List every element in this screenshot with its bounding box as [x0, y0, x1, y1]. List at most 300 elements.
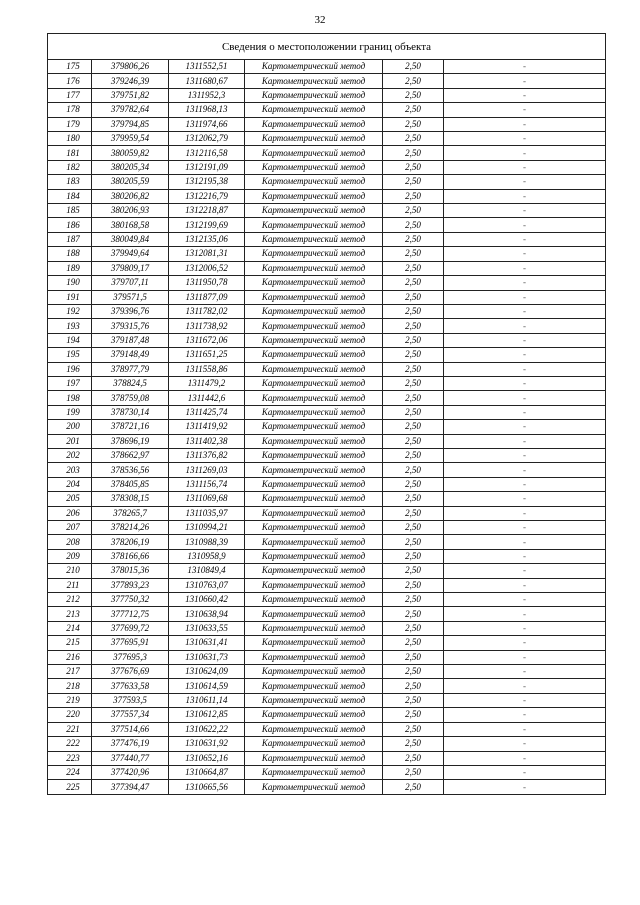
point-number-cell: 207: [48, 521, 92, 535]
point-number-cell: 224: [48, 765, 92, 779]
method-cell: Картометрический метод: [245, 405, 383, 419]
method-cell: Картометрический метод: [245, 420, 383, 434]
point-number-cell: 187: [48, 232, 92, 246]
point-number-cell: 176: [48, 74, 92, 88]
table-row: [48, 564, 606, 578]
method-cell: Картометрический метод: [245, 247, 383, 261]
accuracy-cell: 2,50: [383, 665, 444, 679]
method-cell: Картометрический метод: [245, 722, 383, 736]
coordinate-y-cell: 1311950,78: [169, 276, 245, 290]
accuracy-cell: 2,50: [383, 276, 444, 290]
table-row: [48, 232, 606, 246]
table-row: [48, 535, 606, 549]
point-number-cell: 194: [48, 333, 92, 347]
accuracy-cell: 2,50: [383, 492, 444, 506]
accuracy-cell: 2,50: [383, 304, 444, 318]
method-cell: Картометрический метод: [245, 506, 383, 520]
note-cell: -: [444, 247, 606, 261]
page-number: 32: [314, 14, 326, 26]
coordinate-y-cell: 1310633,55: [169, 621, 245, 635]
coordinate-y-cell: 1310763,07: [169, 578, 245, 592]
note-cell: -: [444, 290, 606, 304]
note-cell: -: [444, 117, 606, 131]
coordinate-y-cell: 1311672,06: [169, 333, 245, 347]
table-row: [48, 650, 606, 664]
method-cell: Картометрический метод: [245, 621, 383, 635]
accuracy-cell: 2,50: [383, 319, 444, 333]
note-cell: -: [444, 348, 606, 362]
coordinate-x-cell: 377676,69: [92, 665, 169, 679]
accuracy-cell: 2,50: [383, 132, 444, 146]
table-row: [48, 477, 606, 491]
note-cell: -: [444, 103, 606, 117]
point-number-cell: 219: [48, 693, 92, 707]
coordinate-y-cell: 1310988,39: [169, 535, 245, 549]
coordinate-x-cell: 378662,97: [92, 448, 169, 462]
accuracy-cell: 2,50: [383, 88, 444, 102]
table-row: [48, 175, 606, 189]
coordinate-x-cell: 380205,59: [92, 175, 169, 189]
accuracy-cell: 2,50: [383, 448, 444, 462]
table-row: [48, 636, 606, 650]
coordinate-y-cell: 1311680,67: [169, 74, 245, 88]
note-cell: -: [444, 319, 606, 333]
coordinate-y-cell: 1311974,66: [169, 117, 245, 131]
point-number-cell: 182: [48, 160, 92, 174]
coordinate-y-cell: 1311877,09: [169, 290, 245, 304]
point-number-cell: 201: [48, 434, 92, 448]
point-number-cell: 215: [48, 636, 92, 650]
method-cell: Картометрический метод: [245, 765, 383, 779]
accuracy-cell: 2,50: [383, 521, 444, 535]
coordinate-x-cell: 379148,49: [92, 348, 169, 362]
accuracy-cell: 2,50: [383, 607, 444, 621]
coordinate-y-cell: 1311269,03: [169, 463, 245, 477]
note-cell: -: [444, 679, 606, 693]
point-number-cell: 196: [48, 362, 92, 376]
table-row: [48, 261, 606, 275]
table-row: [48, 506, 606, 520]
coordinate-y-cell: 1311035,97: [169, 506, 245, 520]
method-cell: Картометрический метод: [245, 636, 383, 650]
coordinate-x-cell: 378308,15: [92, 492, 169, 506]
accuracy-cell: 2,50: [383, 376, 444, 390]
coordinate-x-cell: 377557,34: [92, 708, 169, 722]
coordinate-x-cell: 377514,66: [92, 722, 169, 736]
accuracy-cell: 2,50: [383, 362, 444, 376]
table-body: [48, 60, 606, 795]
table-row: [48, 693, 606, 707]
accuracy-cell: 2,50: [383, 477, 444, 491]
method-cell: Картометрический метод: [245, 650, 383, 664]
table-row: [48, 146, 606, 160]
coordinate-y-cell: 1310652,16: [169, 751, 245, 765]
table-row: [48, 420, 606, 434]
accuracy-cell: 2,50: [383, 780, 444, 794]
method-cell: Картометрический метод: [245, 276, 383, 290]
accuracy-cell: 2,50: [383, 117, 444, 131]
accuracy-cell: 2,50: [383, 218, 444, 232]
coordinate-y-cell: 1310631,73: [169, 650, 245, 664]
accuracy-cell: 2,50: [383, 722, 444, 736]
note-cell: -: [444, 722, 606, 736]
table-row: [48, 103, 606, 117]
table-row: [48, 204, 606, 218]
point-number-cell: 208: [48, 535, 92, 549]
accuracy-cell: 2,50: [383, 765, 444, 779]
coordinate-y-cell: 1311782,02: [169, 304, 245, 318]
accuracy-cell: 2,50: [383, 535, 444, 549]
accuracy-cell: 2,50: [383, 405, 444, 419]
table-row: [48, 405, 606, 419]
accuracy-cell: 2,50: [383, 737, 444, 751]
coordinate-x-cell: 377440,77: [92, 751, 169, 765]
method-cell: Картометрический метод: [245, 665, 383, 679]
note-cell: -: [444, 477, 606, 491]
coordinate-x-cell: 377633,58: [92, 679, 169, 693]
coordinate-x-cell: 377695,91: [92, 636, 169, 650]
coordinate-x-cell: 377893,23: [92, 578, 169, 592]
point-number-cell: 225: [48, 780, 92, 794]
accuracy-cell: 2,50: [383, 693, 444, 707]
point-number-cell: 222: [48, 737, 92, 751]
accuracy-cell: 2,50: [383, 751, 444, 765]
coordinate-y-cell: 1310664,87: [169, 765, 245, 779]
point-number-cell: 190: [48, 276, 92, 290]
method-cell: Картометрический метод: [245, 88, 383, 102]
method-cell: Картометрический метод: [245, 376, 383, 390]
coordinate-y-cell: 1312006,52: [169, 261, 245, 275]
point-number-cell: 221: [48, 722, 92, 736]
accuracy-cell: 2,50: [383, 636, 444, 650]
note-cell: -: [444, 535, 606, 549]
method-cell: Картометрический метод: [245, 434, 383, 448]
point-number-cell: 189: [48, 261, 92, 275]
accuracy-cell: 2,50: [383, 420, 444, 434]
table-row: [48, 492, 606, 506]
point-number-cell: 184: [48, 189, 92, 203]
note-cell: -: [444, 593, 606, 607]
coordinate-y-cell: 1311419,92: [169, 420, 245, 434]
point-number-cell: 191: [48, 290, 92, 304]
table-row: [48, 665, 606, 679]
point-number-cell: 204: [48, 477, 92, 491]
coordinate-x-cell: 379794,85: [92, 117, 169, 131]
accuracy-cell: 2,50: [383, 290, 444, 304]
coordinate-y-cell: 1310614,59: [169, 679, 245, 693]
point-number-cell: 214: [48, 621, 92, 635]
table-title: Сведения о местоположении границ объекта: [48, 34, 606, 60]
note-cell: -: [444, 88, 606, 102]
coordinate-x-cell: 378730,14: [92, 405, 169, 419]
point-number-cell: 175: [48, 60, 92, 74]
coordinate-x-cell: 378206,19: [92, 535, 169, 549]
note-cell: -: [444, 549, 606, 563]
table-row: [48, 780, 606, 794]
table-row: [48, 290, 606, 304]
coordinate-x-cell: 380049,84: [92, 232, 169, 246]
point-number-cell: 181: [48, 146, 92, 160]
coordinate-y-cell: 1310631,92: [169, 737, 245, 751]
method-cell: Картометрический метод: [245, 218, 383, 232]
coordinate-x-cell: 379949,64: [92, 247, 169, 261]
accuracy-cell: 2,50: [383, 506, 444, 520]
method-cell: Картометрический метод: [245, 578, 383, 592]
table-row: [48, 578, 606, 592]
accuracy-cell: 2,50: [383, 621, 444, 635]
method-cell: Картометрический метод: [245, 693, 383, 707]
coordinate-y-cell: 1311069,68: [169, 492, 245, 506]
accuracy-cell: 2,50: [383, 391, 444, 405]
note-cell: -: [444, 204, 606, 218]
table-row: [48, 60, 606, 74]
coordinate-y-cell: 1312062,79: [169, 132, 245, 146]
coordinate-x-cell: 379396,76: [92, 304, 169, 318]
coordinate-y-cell: 1310611,14: [169, 693, 245, 707]
method-cell: Картометрический метод: [245, 60, 383, 74]
note-cell: -: [444, 218, 606, 232]
accuracy-cell: 2,50: [383, 261, 444, 275]
note-cell: -: [444, 621, 606, 635]
coordinate-x-cell: 378405,85: [92, 477, 169, 491]
coordinate-x-cell: 378265,7: [92, 506, 169, 520]
coordinate-x-cell: 378696,19: [92, 434, 169, 448]
coordinate-x-cell: 378759,08: [92, 391, 169, 405]
note-cell: -: [444, 405, 606, 419]
point-number-cell: 218: [48, 679, 92, 693]
method-cell: Картометрический метод: [245, 737, 383, 751]
coordinate-y-cell: 1311552,51: [169, 60, 245, 74]
table-row: [48, 247, 606, 261]
point-number-cell: 179: [48, 117, 92, 131]
coordinate-x-cell: 380205,34: [92, 160, 169, 174]
method-cell: Картометрический метод: [245, 448, 383, 462]
coordinate-x-cell: 379782,64: [92, 103, 169, 117]
coordinate-y-cell: 1311156,74: [169, 477, 245, 491]
point-number-cell: 177: [48, 88, 92, 102]
coordinate-x-cell: 379187,48: [92, 333, 169, 347]
method-cell: Картометрический метод: [245, 564, 383, 578]
note-cell: -: [444, 391, 606, 405]
table-row: [48, 189, 606, 203]
accuracy-cell: 2,50: [383, 549, 444, 563]
table-row: [48, 765, 606, 779]
coordinate-y-cell: 1310958,9: [169, 549, 245, 563]
method-cell: Картометрический метод: [245, 535, 383, 549]
point-number-cell: 212: [48, 593, 92, 607]
table-row: [48, 722, 606, 736]
table-row: [48, 549, 606, 563]
coordinate-y-cell: 1311558,86: [169, 362, 245, 376]
coordinate-y-cell: 1311442,6: [169, 391, 245, 405]
point-number-cell: 195: [48, 348, 92, 362]
method-cell: Картометрический метод: [245, 290, 383, 304]
point-number-cell: 180: [48, 132, 92, 146]
coordinate-x-cell: 380059,82: [92, 146, 169, 160]
coordinate-x-cell: 377476,19: [92, 737, 169, 751]
table-title-row: [48, 34, 606, 60]
note-cell: -: [444, 232, 606, 246]
note-cell: -: [444, 376, 606, 390]
coordinate-y-cell: 1311479,2: [169, 376, 245, 390]
method-cell: Картометрический метод: [245, 492, 383, 506]
point-number-cell: 193: [48, 319, 92, 333]
coordinate-x-cell: 380206,93: [92, 204, 169, 218]
method-cell: Картометрический метод: [245, 232, 383, 246]
coordinate-x-cell: 378015,36: [92, 564, 169, 578]
note-cell: -: [444, 780, 606, 794]
table-row: [48, 621, 606, 635]
note-cell: -: [444, 146, 606, 160]
coordinate-y-cell: 1311952,3: [169, 88, 245, 102]
note-cell: -: [444, 665, 606, 679]
accuracy-cell: 2,50: [383, 434, 444, 448]
coordinate-x-cell: 378721,16: [92, 420, 169, 434]
note-cell: -: [444, 60, 606, 74]
note-cell: -: [444, 276, 606, 290]
note-cell: -: [444, 261, 606, 275]
note-cell: -: [444, 751, 606, 765]
method-cell: Картометрический метод: [245, 708, 383, 722]
accuracy-cell: 2,50: [383, 333, 444, 347]
coordinate-x-cell: 379246,39: [92, 74, 169, 88]
point-number-cell: 216: [48, 650, 92, 664]
note-cell: -: [444, 737, 606, 751]
method-cell: Картометрический метод: [245, 362, 383, 376]
method-cell: Картометрический метод: [245, 74, 383, 88]
note-cell: -: [444, 607, 606, 621]
point-number-cell: 197: [48, 376, 92, 390]
table-row: [48, 434, 606, 448]
note-cell: -: [444, 650, 606, 664]
method-cell: Картометрический метод: [245, 160, 383, 174]
coordinate-x-cell: 379315,76: [92, 319, 169, 333]
table-row: [48, 333, 606, 347]
coordinate-y-cell: 1312116,58: [169, 146, 245, 160]
method-cell: Картометрический метод: [245, 304, 383, 318]
method-cell: Картометрический метод: [245, 607, 383, 621]
note-cell: -: [444, 189, 606, 203]
coordinate-x-cell: 379959,54: [92, 132, 169, 146]
accuracy-cell: 2,50: [383, 708, 444, 722]
point-number-cell: 198: [48, 391, 92, 405]
point-number-cell: 200: [48, 420, 92, 434]
point-number-cell: 206: [48, 506, 92, 520]
point-number-cell: 210: [48, 564, 92, 578]
method-cell: Картометрический метод: [245, 117, 383, 131]
coordinate-x-cell: 378977,79: [92, 362, 169, 376]
table-row: [48, 117, 606, 131]
method-cell: Картометрический метод: [245, 348, 383, 362]
coordinate-y-cell: 1310849,4: [169, 564, 245, 578]
point-number-cell: 178: [48, 103, 92, 117]
note-cell: -: [444, 578, 606, 592]
note-cell: -: [444, 693, 606, 707]
note-cell: -: [444, 492, 606, 506]
table-row: [48, 218, 606, 232]
table-row: [48, 593, 606, 607]
coordinate-x-cell: 378214,26: [92, 521, 169, 535]
table-row: [48, 737, 606, 751]
note-cell: -: [444, 636, 606, 650]
coordinate-y-cell: 1310612,85: [169, 708, 245, 722]
method-cell: Картометрический метод: [245, 477, 383, 491]
method-cell: Картометрический метод: [245, 333, 383, 347]
table-row: [48, 304, 606, 318]
table-row: [48, 391, 606, 405]
coordinate-y-cell: 1311968,13: [169, 103, 245, 117]
coordinate-x-cell: 378536,56: [92, 463, 169, 477]
note-cell: -: [444, 564, 606, 578]
point-number-cell: 213: [48, 607, 92, 621]
coordinate-y-cell: 1310665,56: [169, 780, 245, 794]
method-cell: Картометрический метод: [245, 751, 383, 765]
table-row: [48, 160, 606, 174]
coordinate-y-cell: 1311402,38: [169, 434, 245, 448]
table-row: [48, 708, 606, 722]
note-cell: -: [444, 160, 606, 174]
accuracy-cell: 2,50: [383, 74, 444, 88]
table-row: [48, 463, 606, 477]
accuracy-cell: 2,50: [383, 593, 444, 607]
coordinate-y-cell: 1310660,42: [169, 593, 245, 607]
coordinate-y-cell: 1312216,79: [169, 189, 245, 203]
note-cell: -: [444, 506, 606, 520]
note-cell: -: [444, 708, 606, 722]
note-cell: -: [444, 434, 606, 448]
method-cell: Картометрический метод: [245, 319, 383, 333]
method-cell: Картометрический метод: [245, 146, 383, 160]
coordinate-y-cell: 1311425,74: [169, 405, 245, 419]
table-row: [48, 751, 606, 765]
table-row: [48, 132, 606, 146]
coordinate-x-cell: 377750,32: [92, 593, 169, 607]
note-cell: -: [444, 304, 606, 318]
method-cell: Картометрический метод: [245, 521, 383, 535]
accuracy-cell: 2,50: [383, 564, 444, 578]
coordinate-y-cell: 1311376,82: [169, 448, 245, 462]
table-row: [48, 319, 606, 333]
method-cell: Картометрический метод: [245, 261, 383, 275]
coordinate-x-cell: 377394,47: [92, 780, 169, 794]
accuracy-cell: 2,50: [383, 348, 444, 362]
accuracy-cell: 2,50: [383, 232, 444, 246]
point-number-cell: 185: [48, 204, 92, 218]
coordinate-y-cell: 1310631,41: [169, 636, 245, 650]
method-cell: Картометрический метод: [245, 780, 383, 794]
coordinate-x-cell: 379571,5: [92, 290, 169, 304]
method-cell: Картометрический метод: [245, 593, 383, 607]
coordinate-y-cell: 1312218,87: [169, 204, 245, 218]
method-cell: Картометрический метод: [245, 204, 383, 218]
point-number-cell: 202: [48, 448, 92, 462]
coordinate-x-cell: 380206,82: [92, 189, 169, 203]
table-row: [48, 376, 606, 390]
coordinate-x-cell: 377593,5: [92, 693, 169, 707]
accuracy-cell: 2,50: [383, 160, 444, 174]
note-cell: -: [444, 333, 606, 347]
coordinate-x-cell: 378166,66: [92, 549, 169, 563]
point-number-cell: 186: [48, 218, 92, 232]
coordinate-y-cell: 1312135,06: [169, 232, 245, 246]
accuracy-cell: 2,50: [383, 578, 444, 592]
method-cell: Картометрический метод: [245, 103, 383, 117]
coordinate-y-cell: 1310994,21: [169, 521, 245, 535]
boundary-table: [47, 33, 606, 795]
coordinate-y-cell: 1310638,94: [169, 607, 245, 621]
method-cell: Картометрический метод: [245, 175, 383, 189]
point-number-cell: 192: [48, 304, 92, 318]
